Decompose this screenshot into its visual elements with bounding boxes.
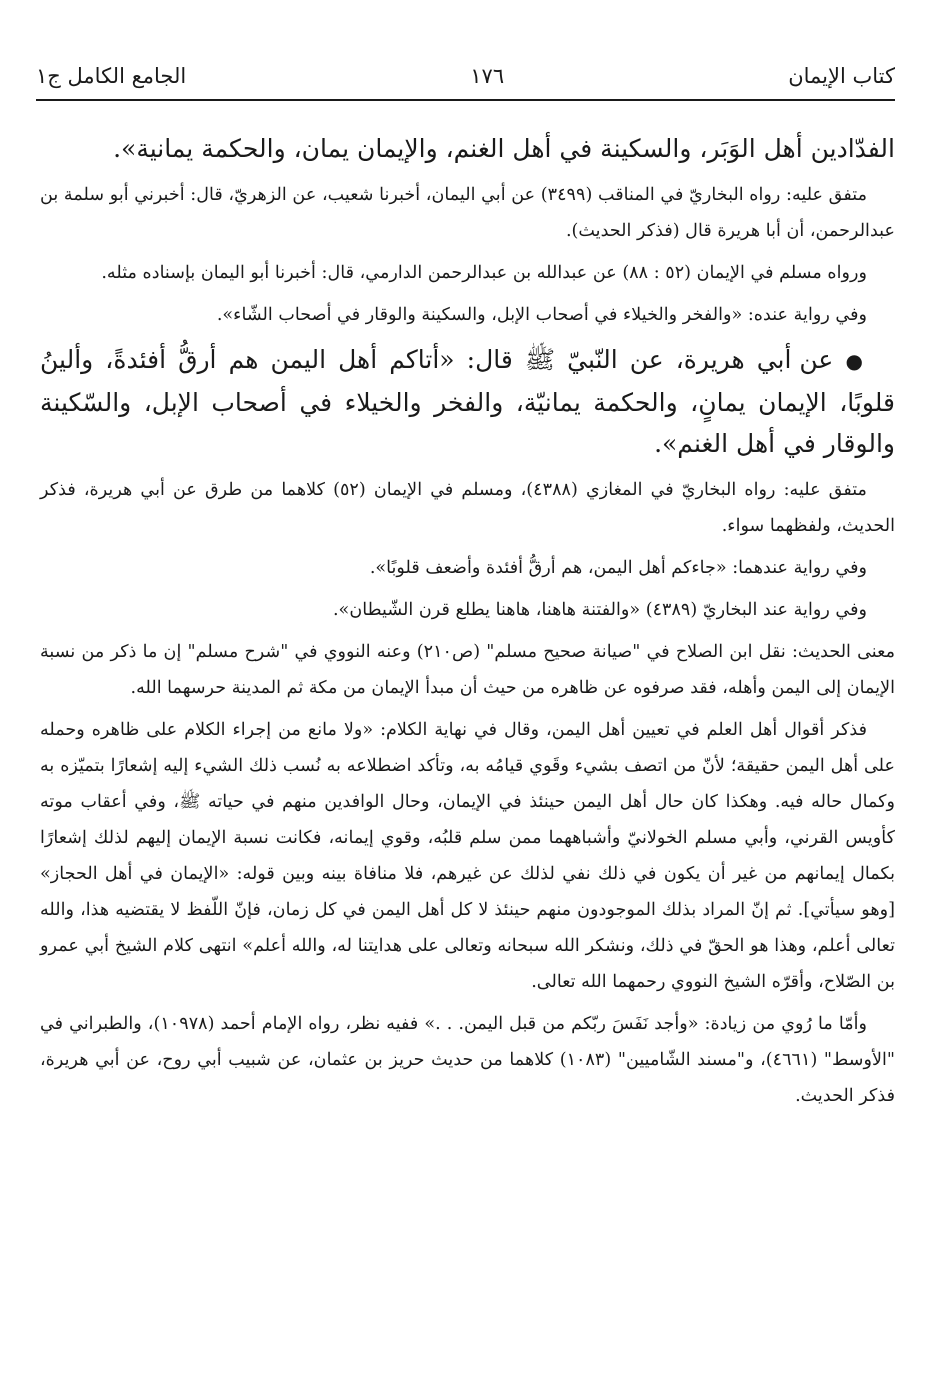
commentary-paragraph: وأمّا ما رُوي من زيادة: «وأجد نَفَسَ ربّكم من قبل اليمن. . .» ففيه نظر، رواه الإمام أحمد (١٠٩٧٨)، والطبراني في "الأوسط" (٤٦٦١)، و"مسند الشّاميين" (١٠٨٣) كلاهما من حديث حريز بن عثمان، عن شبيب أبي روح، عن أبي هريرة، فذكر الحديث. bbox=[40, 1014, 895, 1106]
page-number: ١٧٦ bbox=[470, 64, 505, 88]
header-chapter-title: كتاب الإيمان bbox=[788, 64, 895, 88]
bullet-icon: ● bbox=[845, 349, 868, 373]
header-divider bbox=[36, 99, 895, 101]
page-body bbox=[40, 128, 895, 1120]
hadith-text: ● عن أبي هريرة، عن النّبيّ ﷺ قال: «أتاكم أهل اليمن هم أرقُّ أفئدةً، وألينُ قلوبًا، الإيمان يمانٍ، والحكمة يمانيّة، والفخر والخيلاء في أصحاب الإبل، والسّكينة والوقار في أهل الغنم». bbox=[40, 345, 895, 458]
running-header bbox=[36, 58, 895, 94]
takhrij-paragraph: متفق عليه: رواه البخاريّ في المناقب (٣٤٩٩) عن أبي اليمان، أخبرنا شعيب، عن الزهريّ، قال: أخبرني أبو سلمة بن عبدالرحمن، أن أبا هريرة قال (فذكر الحديث). bbox=[40, 185, 895, 241]
takhrij-paragraph: متفق عليه: رواه البخاريّ في المغازي (٤٣٨٨)، ومسلم في الإيمان (٥٢) كلاهما من طرق عن أبي هريرة، فذكر الحديث، ولفظهما سواء. bbox=[40, 480, 895, 536]
commentary-paragraph: معنى الحديث: نقل ابن الصلاح في "صيانة صحيح مسلم" (ص٢١٠) وعنه النووي في "شرح مسلم" إن ما ذكر من نسبة الإيمان إلى اليمن وأهله، فقد صرفوه عن ظاهره من حيث أن مبدأ الإيمان من مكة ثم المدينة حرسهما الله. bbox=[40, 642, 895, 698]
commentary-paragraph: فذكر أقوال أهل العلم في تعيين أهل اليمن، وقال في نهاية الكلام: «ولا مانع من إجراء الكلام على ظاهره وحمله على أهل اليمن حقيقة؛ لأنّ من اتصف بشيء وقَوي قيامُه به، وتأكد اضطلاعه به نُسب ذلك الشيء إليه إشعارًا بتميّزه به وكمال حاله فيه. وهكذا كان حال أهل اليمن حينئذ في الإيمان، وحال الوافدين منهم في حياته ﷺ، وفي أعقاب موته كأويس القرني، وأبي مسلم الخولانيّ وأشباههما ممن سلم قلبُه، وقوي إيمانه، فكانت نسبة الإيمان إليهم لذلك إشعارًا بكمال إيمانهم من غير أن يكون في ذلك نفي لذلك عن غيرهم، فلا منافاة بينه وبين قوله: «الإيمان في أهل الحجاز» [وهو سيأتي]. ثم إنّ المراد بذلك الموجودون منهم حينئذ لا كل أهل اليمن في كل زمان، فإنّ اللّفظ لا يقتضيه هذا، والله تعالى أعلم، وهذا هو الحقّ في ذلك، ونشكر الله سبحانه وتعالى على هدايتنا له، والله أعلم» انتهى كلام الشيخ أبي عمرو بن الصّلاح، وأقرّه الشيخ النووي رحمهما الله تعالى. bbox=[40, 720, 895, 992]
riwaya-paragraph: وفي رواية عند البخاريّ (٤٣٨٩) «والفتنة هاهنا، هاهنا يطلع قرن الشّيطان». bbox=[332, 600, 867, 620]
hadith-text-continuation: الفدّادين أهل الوَبَر، والسكينة في أهل الغنم، والإيمان يمان، والحكمة يمانية». bbox=[113, 134, 895, 163]
riwaya-paragraph: وفي رواية عنده: «والفخر والخيلاء في أصحاب الإبل، والسكينة والوقار في أصحاب الشّاء». bbox=[216, 305, 867, 325]
riwaya-paragraph: وفي رواية عندهما: «جاءكم أهل اليمن، هم أرقُّ أفئدة وأضعف قلوبًا». bbox=[369, 558, 867, 578]
header-book-title: الجامع الكامل ج١ bbox=[36, 64, 187, 88]
takhrij-paragraph: ورواه مسلم في الإيمان (٥٢ : ٨٨) عن عبدالله بن عبدالرحمن الدارمي، قال: أخبرنا أبو اليمان بإسناده مثله. bbox=[101, 263, 867, 283]
